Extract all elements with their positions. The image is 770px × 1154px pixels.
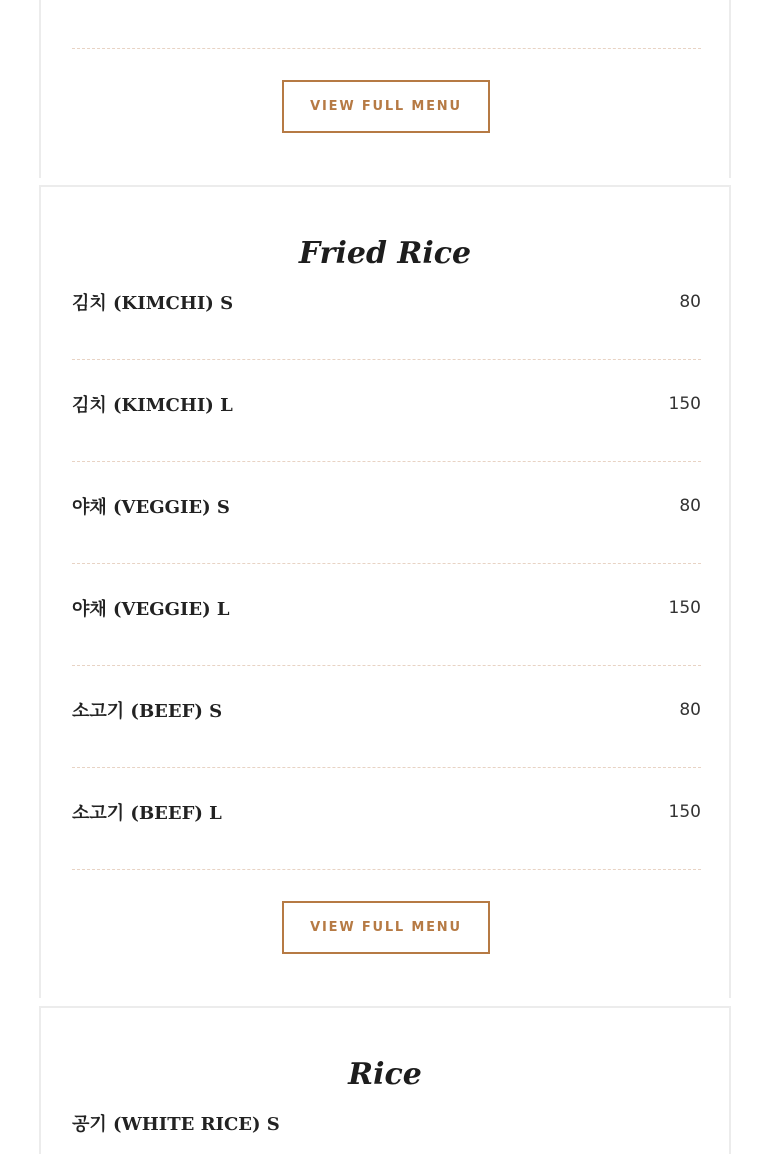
view-full-menu-button[interactable]: VIEW FULL MENU (282, 901, 490, 954)
menu-item-price: 150 (668, 598, 701, 618)
menu-item-price: 80 (679, 292, 701, 312)
menu-item (72, 391, 701, 431)
item-divider (72, 359, 701, 360)
section-title: Fried Rice (298, 236, 472, 271)
menu-item-name: 야채 (VEGGIE) L (72, 599, 230, 620)
menu-item-name: 김치 (KIMCHI) L (72, 395, 233, 416)
menu-item-price: 150 (668, 802, 701, 822)
menu-item (72, 595, 701, 635)
item-divider (72, 563, 701, 564)
item-divider (72, 48, 701, 49)
menu-card-rice (39, 1006, 731, 1154)
menu-item-price: 80 (679, 700, 701, 720)
item-divider (72, 461, 701, 462)
item-divider (72, 665, 701, 666)
menu-item (72, 493, 701, 533)
menu-item (72, 289, 701, 329)
menu-card-previous (39, 0, 731, 178)
menu-item-name: 야채 (VEGGIE) S (72, 497, 230, 518)
menu-item (72, 1110, 701, 1150)
view-full-menu-button[interactable]: VIEW FULL MENU (282, 80, 490, 133)
menu-item-name: 소고기 (BEEF) L (72, 803, 222, 824)
menu-item-price: 150 (668, 394, 701, 414)
menu-item-name: 소고기 (BEEF) S (72, 701, 223, 722)
section-title: Rice (348, 1057, 422, 1092)
item-divider (72, 869, 701, 870)
menu-card-fried-rice (39, 185, 731, 998)
menu-item-price: 80 (679, 496, 701, 516)
menu-item-name: 김치 (KIMCHI) S (72, 293, 234, 314)
menu-item (72, 799, 701, 839)
item-divider (72, 767, 701, 768)
menu-item-name: 공기 (WHITE RICE) S (72, 1114, 280, 1135)
menu-item (72, 697, 701, 737)
